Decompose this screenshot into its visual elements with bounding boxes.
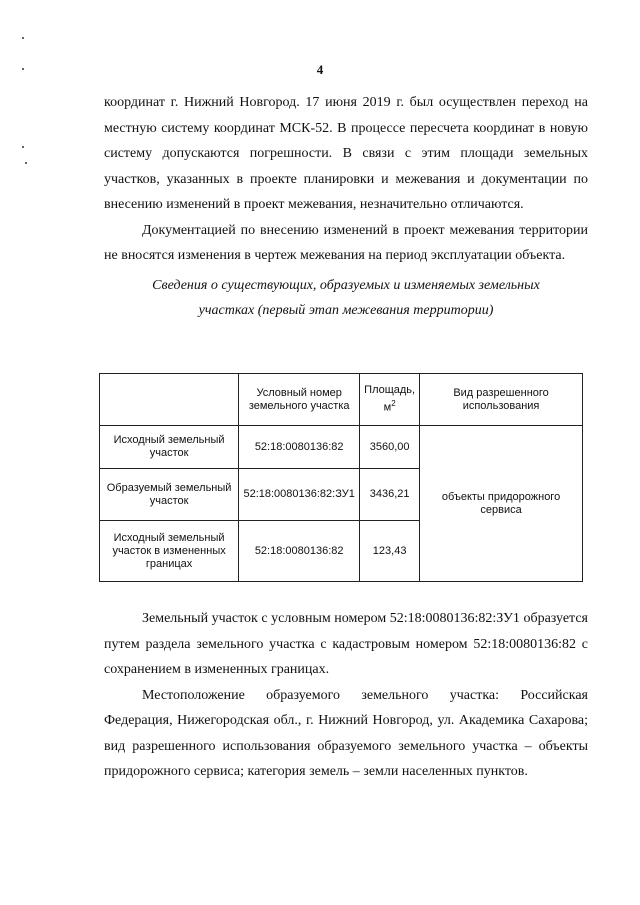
body-text-top <box>104 90 588 323</box>
cell-parcel-area: 3560,00 <box>360 426 420 469</box>
body-text-bottom <box>104 606 588 785</box>
table-caption <box>104 273 588 323</box>
cell-parcel-name: Исходный земельный участок <box>100 426 239 469</box>
header-name <box>100 374 239 426</box>
table-row <box>100 426 583 469</box>
header-number: Условный номер земельного участка <box>239 374 360 426</box>
header-use: Вид разрешенного использования <box>420 374 583 426</box>
cell-parcel-number: 52:18:0080136:82 <box>239 426 360 469</box>
cell-permitted-use: объекты придорожного сервиса <box>420 426 583 582</box>
page-number: 4 <box>316 62 324 77</box>
paragraph-parcel-formation: Земельный участок с условным номером 52:18:0080136:82:ЗУ1 образуется путем раздела земельного участка с кадастровым номером 52:18:0080136:82 с сохранением в измененных границах. <box>104 611 588 677</box>
scan-speck <box>25 162 27 164</box>
scan-speck <box>22 37 24 39</box>
table-caption-line-1: Сведения о существующих, образуемых и изменяемых земельных <box>152 277 540 293</box>
scan-speck <box>22 146 24 148</box>
land-parcels-table <box>99 373 583 582</box>
paragraph-documentation: Документацией по внесению изменений в проект межевания территории не вносятся изменения в чертеж межевания на период эксплуатации объекта. <box>104 222 588 263</box>
cell-parcel-area: 3436,21 <box>360 469 420 521</box>
cell-parcel-number: 52:18:0080136:82 <box>239 521 360 582</box>
header-area: Площадь, $м^2$ <box>360 374 420 426</box>
table-caption-line-2: участках (первый этап межевания территории) <box>198 302 494 318</box>
cell-parcel-name: Образуемый земельный участок <box>100 469 239 521</box>
cell-parcel-area: 123,43 <box>360 521 420 582</box>
cell-parcel-number: 52:18:0080136:82:ЗУ1 <box>239 469 360 521</box>
cell-parcel-name: Исходный земельный участок в измененных границах <box>100 521 239 582</box>
paragraph-coordinates: координат г. Нижний Новгород. 17 июня 2019 г. был осуществлен переход на местную систему координат МСК-52. В процессе пересчета координат в новую систему допускаются погрешности. В связи с этим площади земельных участков, указанных в проекте планировки и межевания и документации по внесению изменений в проект межевания, незначительно отличаются. <box>104 95 588 212</box>
table-header-row <box>100 374 583 426</box>
paragraph-location: Местоположение образуемого земельного участка: Российская Федерация, Нижегородская обл., г. Нижний Новгород, ул. Академика Сахарова; вид разрешенного использования образуемого земельного участка – объекты придорожного сервиса; категория земель – земли населенных пунктов. <box>104 687 588 779</box>
